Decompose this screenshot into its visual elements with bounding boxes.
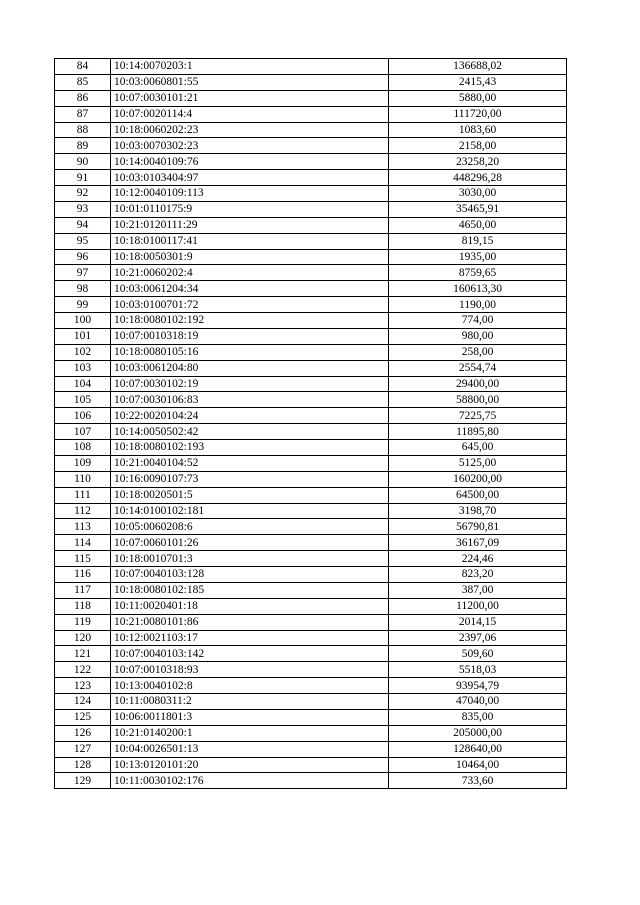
amount-cell: 448296,28: [389, 170, 567, 186]
row-number-cell: 122: [55, 662, 111, 678]
row-number-cell: 113: [55, 519, 111, 535]
cadastral-number-cell: 10:07:0010318:93: [111, 662, 389, 678]
row-number-cell: 94: [55, 217, 111, 233]
table-row: [55, 773, 567, 789]
amount-cell: 224,46: [389, 551, 567, 567]
amount-cell: 509,60: [389, 646, 567, 662]
table-row: [55, 249, 567, 265]
cadastral-number-cell: 10:01:0110175:9: [111, 201, 389, 217]
table-row: [55, 614, 567, 630]
amount-cell: 4650,00: [389, 217, 567, 233]
cadastral-number-cell: 10:07:0040103:128: [111, 567, 389, 583]
row-number-cell: 103: [55, 360, 111, 376]
amount-cell: 160200,00: [389, 471, 567, 487]
cadastral-number-cell: 10:03:0103404:97: [111, 170, 389, 186]
row-number-cell: 123: [55, 678, 111, 694]
amount-cell: 47040,00: [389, 694, 567, 710]
amount-cell: 111720,00: [389, 106, 567, 122]
table-row: [55, 646, 567, 662]
table-row: [55, 519, 567, 535]
row-number-cell: 96: [55, 249, 111, 265]
table-row: [55, 74, 567, 90]
cadastral-number-cell: 10:14:0100102:181: [111, 503, 389, 519]
table-row: [55, 662, 567, 678]
row-number-cell: 98: [55, 281, 111, 297]
table-row: [55, 440, 567, 456]
row-number-cell: 84: [55, 59, 111, 75]
table-row: [55, 186, 567, 202]
row-number-cell: 87: [55, 106, 111, 122]
row-number-cell: 99: [55, 297, 111, 313]
cadastral-number-cell: 10:03:0070302:23: [111, 138, 389, 154]
cadastral-number-cell: 10:18:0100117:41: [111, 233, 389, 249]
table-row: [55, 360, 567, 376]
amount-cell: 205000,00: [389, 725, 567, 741]
amount-cell: 258,00: [389, 344, 567, 360]
cadastral-number-cell: 10:18:0080102:192: [111, 313, 389, 329]
table-row: [55, 138, 567, 154]
row-number-cell: 88: [55, 122, 111, 138]
cadastral-number-cell: 10:03:0061204:80: [111, 360, 389, 376]
amount-cell: 980,00: [389, 328, 567, 344]
cadastral-number-cell: 10:14:0050502:42: [111, 424, 389, 440]
table-row: [55, 757, 567, 773]
amount-cell: 93954,79: [389, 678, 567, 694]
cadastral-number-cell: 10:04:0026501:13: [111, 741, 389, 757]
row-number-cell: 108: [55, 440, 111, 456]
table-row: [55, 392, 567, 408]
cadastral-number-cell: 10:22:0020104:24: [111, 408, 389, 424]
amount-cell: 2415,43: [389, 74, 567, 90]
cadastral-number-cell: 10:21:0060202:4: [111, 265, 389, 281]
table-row: [55, 233, 567, 249]
cadastral-number-cell: 10:11:0030102:176: [111, 773, 389, 789]
cadastral-number-cell: 10:14:0040109:76: [111, 154, 389, 170]
row-number-cell: 102: [55, 344, 111, 360]
row-number-cell: 100: [55, 313, 111, 329]
amount-cell: 8759,65: [389, 265, 567, 281]
row-number-cell: 101: [55, 328, 111, 344]
cadastral-number-cell: 10:06:0011801:3: [111, 709, 389, 725]
row-number-cell: 119: [55, 614, 111, 630]
row-number-cell: 114: [55, 535, 111, 551]
row-number-cell: 127: [55, 741, 111, 757]
table-row: [55, 376, 567, 392]
amount-cell: 35465,91: [389, 201, 567, 217]
amount-cell: 58800,00: [389, 392, 567, 408]
cadastral-number-cell: 10:14:0070203:1: [111, 59, 389, 75]
amount-cell: 11200,00: [389, 598, 567, 614]
cadastral-value-table: [54, 58, 567, 789]
row-number-cell: 117: [55, 582, 111, 598]
amount-cell: 387,00: [389, 582, 567, 598]
row-number-cell: 93: [55, 201, 111, 217]
cadastral-number-cell: 10:07:0020114:4: [111, 106, 389, 122]
row-number-cell: 118: [55, 598, 111, 614]
amount-cell: 2158,00: [389, 138, 567, 154]
row-number-cell: 91: [55, 170, 111, 186]
amount-cell: 136688,02: [389, 59, 567, 75]
cadastral-number-cell: 10:12:0040109:113: [111, 186, 389, 202]
table-row: [55, 709, 567, 725]
cadastral-number-cell: 10:12:0021103:17: [111, 630, 389, 646]
row-number-cell: 85: [55, 74, 111, 90]
cadastral-number-cell: 10:03:0061204:34: [111, 281, 389, 297]
table-row: [55, 582, 567, 598]
cadastral-number-cell: 10:11:0020401:18: [111, 598, 389, 614]
table-row: [55, 328, 567, 344]
cadastral-number-cell: 10:07:0010318:19: [111, 328, 389, 344]
cadastral-number-cell: 10:03:0060801:55: [111, 74, 389, 90]
table-body: [55, 59, 567, 789]
cadastral-number-cell: 10:07:0060101:26: [111, 535, 389, 551]
row-number-cell: 107: [55, 424, 111, 440]
amount-cell: 3030,00: [389, 186, 567, 202]
cadastral-number-cell: 10:16:0090107:73: [111, 471, 389, 487]
cadastral-number-cell: 10:18:0080105:16: [111, 344, 389, 360]
amount-cell: 1190,00: [389, 297, 567, 313]
table-row: [55, 313, 567, 329]
table-row: [55, 90, 567, 106]
row-number-cell: 95: [55, 233, 111, 249]
cadastral-number-cell: 10:07:0030102:19: [111, 376, 389, 392]
amount-cell: 128640,00: [389, 741, 567, 757]
row-number-cell: 124: [55, 694, 111, 710]
row-number-cell: 86: [55, 90, 111, 106]
row-number-cell: 120: [55, 630, 111, 646]
table-row: [55, 59, 567, 75]
amount-cell: 36167,09: [389, 535, 567, 551]
table-row: [55, 535, 567, 551]
table-row: [55, 201, 567, 217]
amount-cell: 819,15: [389, 233, 567, 249]
row-number-cell: 125: [55, 709, 111, 725]
amount-cell: 160613,30: [389, 281, 567, 297]
cadastral-number-cell: 10:18:0010701:3: [111, 551, 389, 567]
table-row: [55, 424, 567, 440]
table-row: [55, 630, 567, 646]
cadastral-number-cell: 10:18:0050301:9: [111, 249, 389, 265]
cadastral-number-cell: 10:07:0030101:21: [111, 90, 389, 106]
cadastral-number-cell: 10:05:0060208:6: [111, 519, 389, 535]
table-row: [55, 297, 567, 313]
row-number-cell: 97: [55, 265, 111, 281]
row-number-cell: 92: [55, 186, 111, 202]
amount-cell: 2397,06: [389, 630, 567, 646]
table-row: [55, 567, 567, 583]
amount-cell: 1083,60: [389, 122, 567, 138]
table-row: [55, 455, 567, 471]
cadastral-number-cell: 10:18:0080102:193: [111, 440, 389, 456]
row-number-cell: 128: [55, 757, 111, 773]
table-row: [55, 106, 567, 122]
row-number-cell: 106: [55, 408, 111, 424]
amount-cell: 3198,70: [389, 503, 567, 519]
amount-cell: 835,00: [389, 709, 567, 725]
table-row: [55, 217, 567, 233]
amount-cell: 823,20: [389, 567, 567, 583]
table-row: [55, 154, 567, 170]
table-row: [55, 122, 567, 138]
cadastral-number-cell: 10:13:0040102:8: [111, 678, 389, 694]
row-number-cell: 126: [55, 725, 111, 741]
amount-cell: 733,60: [389, 773, 567, 789]
table-row: [55, 741, 567, 757]
amount-cell: 645,00: [389, 440, 567, 456]
table-row: [55, 678, 567, 694]
amount-cell: 774,00: [389, 313, 567, 329]
row-number-cell: 115: [55, 551, 111, 567]
cadastral-number-cell: 10:21:0120111:29: [111, 217, 389, 233]
table-row: [55, 344, 567, 360]
cadastral-number-cell: 10:21:0040104:52: [111, 455, 389, 471]
row-number-cell: 112: [55, 503, 111, 519]
amount-cell: 56790,81: [389, 519, 567, 535]
amount-cell: 5518,03: [389, 662, 567, 678]
row-number-cell: 111: [55, 487, 111, 503]
cadastral-number-cell: 10:18:0020501:5: [111, 487, 389, 503]
cadastral-number-cell: 10:21:0140200:1: [111, 725, 389, 741]
row-number-cell: 104: [55, 376, 111, 392]
amount-cell: 2014,15: [389, 614, 567, 630]
row-number-cell: 110: [55, 471, 111, 487]
amount-cell: 5125,00: [389, 455, 567, 471]
table-row: [55, 487, 567, 503]
amount-cell: 5880,00: [389, 90, 567, 106]
table-row: [55, 408, 567, 424]
table-row: [55, 725, 567, 741]
cadastral-number-cell: 10:13:0120101:20: [111, 757, 389, 773]
cadastral-number-cell: 10:07:0030106:83: [111, 392, 389, 408]
row-number-cell: 89: [55, 138, 111, 154]
row-number-cell: 105: [55, 392, 111, 408]
amount-cell: 11895,80: [389, 424, 567, 440]
table-row: [55, 471, 567, 487]
cadastral-number-cell: 10:11:0080311:2: [111, 694, 389, 710]
row-number-cell: 129: [55, 773, 111, 789]
table-row: [55, 170, 567, 186]
cadastral-number-cell: 10:18:0060202:23: [111, 122, 389, 138]
cadastral-number-cell: 10:03:0100701:72: [111, 297, 389, 313]
cadastral-number-cell: 10:07:0040103:142: [111, 646, 389, 662]
table-row: [55, 551, 567, 567]
amount-cell: 2554,74: [389, 360, 567, 376]
table-row: [55, 503, 567, 519]
row-number-cell: 121: [55, 646, 111, 662]
row-number-cell: 109: [55, 455, 111, 471]
amount-cell: 7225,75: [389, 408, 567, 424]
table-row: [55, 598, 567, 614]
amount-cell: 23258,20: [389, 154, 567, 170]
cadastral-number-cell: 10:21:0080101:86: [111, 614, 389, 630]
table-row: [55, 281, 567, 297]
amount-cell: 64500,00: [389, 487, 567, 503]
amount-cell: 10464,00: [389, 757, 567, 773]
row-number-cell: 90: [55, 154, 111, 170]
cadastral-number-cell: 10:18:0080102:185: [111, 582, 389, 598]
amount-cell: 29400,00: [389, 376, 567, 392]
table-row: [55, 694, 567, 710]
amount-cell: 1935,00: [389, 249, 567, 265]
row-number-cell: 116: [55, 567, 111, 583]
table-row: [55, 265, 567, 281]
